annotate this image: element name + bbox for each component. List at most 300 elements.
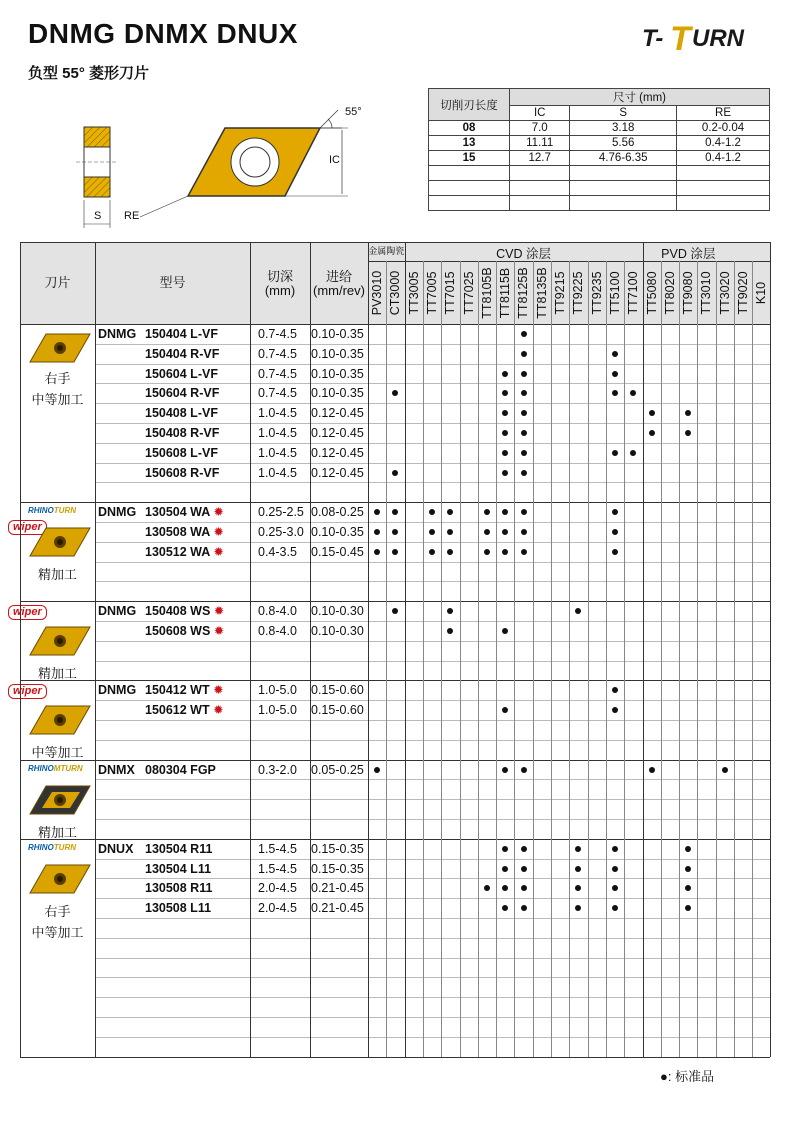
svg-text:T: T [670, 20, 691, 56]
grade-header-tt3010 [697, 261, 715, 324]
stock-dot [612, 707, 618, 713]
table-row [429, 121, 770, 136]
column-line [250, 242, 251, 1057]
model-prefix: DNUX [98, 841, 134, 856]
stock-dot [521, 767, 527, 773]
cell: 7.0 [510, 121, 570, 136]
table-row [429, 136, 770, 151]
grade-label: TT8135B [534, 266, 549, 319]
grade-label: TT9225 [571, 270, 586, 315]
stock-dot [612, 846, 618, 852]
stock-dot [630, 390, 636, 396]
grade-label: TT5100 [607, 270, 622, 315]
model-prefix: DNMX [98, 762, 135, 777]
empty-cell [429, 166, 510, 181]
row-line [95, 799, 770, 800]
depth-header: 切深 (mm) [264, 269, 296, 298]
wiper-tag: wiper [8, 684, 47, 699]
grade-header-tt7100 [624, 261, 642, 324]
feed-value: 0.15-0.60 [311, 683, 364, 698]
cell: 08 [429, 121, 510, 136]
stock-dot [484, 885, 490, 891]
insert-image [28, 861, 92, 897]
grade-column-line [514, 261, 515, 1057]
grade-column-line [624, 261, 625, 1057]
section-label: 右手 [44, 371, 71, 386]
dimensions-table [428, 88, 770, 211]
stock-dot [392, 608, 398, 614]
stock-dot [502, 509, 508, 515]
grade-label: TT7005 [424, 270, 439, 315]
grade-header-tt9215 [551, 261, 569, 324]
empty-cell [677, 196, 770, 211]
stock-dot [649, 767, 655, 773]
grade-column-line [441, 261, 442, 1057]
empty-cell [510, 166, 570, 181]
wiper-tag: wiper [8, 605, 47, 620]
row-line [95, 779, 770, 780]
model-code: 150408 L-VF [145, 406, 218, 421]
depth-value: 0.3-2.0 [258, 762, 297, 777]
stock-dot [502, 846, 508, 852]
cell: 11.11 [510, 136, 570, 151]
grade-label: TT9215 [553, 270, 567, 315]
stock-dot [447, 549, 453, 555]
grade-label: K10 [754, 281, 769, 304]
angle-label: 55° [345, 106, 362, 118]
stock-dot [575, 608, 581, 614]
feed-value: 0.10-0.35 [311, 525, 364, 539]
grade-header-tt8115b [496, 261, 514, 324]
stock-dot [612, 509, 618, 515]
brand-mark: RHINOTURN [28, 506, 76, 516]
row-line [95, 1017, 770, 1018]
stock-dot [429, 549, 435, 555]
grade-header-k10 [752, 261, 770, 324]
stock-dot [685, 866, 691, 872]
grade-label: TT7025 [461, 270, 476, 315]
depth-value: 0.8-4.0 [258, 624, 297, 638]
row-line [95, 720, 770, 721]
stock-dot [612, 905, 618, 911]
stock-dot [392, 509, 398, 515]
cell: 12.7 [510, 151, 570, 166]
stock-dot [630, 450, 636, 456]
s-label: S [94, 210, 102, 222]
section-label: 精加工 [37, 824, 77, 840]
stock-dot [502, 430, 508, 436]
model-prefix: DNMG [98, 683, 137, 698]
grade-label: TT9020 [736, 270, 750, 315]
feed-header: 进给 (mm/rev) [313, 269, 365, 298]
stock-dot [612, 371, 618, 377]
model-code: 130504 WA ✹ [145, 505, 224, 520]
depth-value: 1.0-5.0 [258, 683, 297, 698]
cell: 15 [429, 151, 510, 166]
feed-value: 0.10-0.35 [311, 386, 364, 401]
stock-dot [502, 549, 508, 555]
model-code: 130504 L11 [145, 861, 212, 876]
feed-value: 0.10-0.30 [311, 604, 364, 619]
grade-column-line [478, 261, 479, 1057]
stock-dot [392, 470, 398, 476]
empty-cell [429, 196, 510, 211]
stock-dot [521, 866, 527, 872]
stock-dot [392, 529, 398, 535]
stock-dot [575, 866, 581, 872]
stock-dot [521, 846, 527, 852]
model-code: 150408 R-VF [145, 426, 220, 440]
row-line [95, 958, 770, 959]
stock-dot [685, 905, 691, 911]
grade-label: TT3020 [717, 270, 732, 315]
section-label: 精加工 [37, 666, 77, 682]
depth-value: 1.0-5.0 [258, 703, 297, 718]
table-top [20, 242, 770, 243]
t-turn-logo [640, 16, 780, 56]
feed-value: 0.10-0.30 [311, 624, 364, 638]
model-header: 型号 [159, 275, 186, 290]
stock-dot [374, 549, 380, 555]
stock-dot [502, 371, 508, 377]
model-code: 150608 L-VF [145, 445, 218, 460]
model-prefix: DNMG [98, 327, 137, 341]
section-divider [20, 1057, 770, 1058]
grade-column-line [643, 242, 644, 1057]
grade-label: TT8115B [498, 267, 513, 318]
cell: 0.4-1.2 [677, 136, 770, 151]
grade-column-line [734, 261, 735, 1057]
table-right [770, 242, 771, 1057]
depth-value: 1.5-4.5 [258, 841, 297, 856]
stock-dot [502, 767, 508, 773]
grade-header-tt9020 [734, 261, 752, 324]
new-product-star-icon: ✹ [209, 505, 224, 520]
grade-header-tt8020 [661, 261, 679, 324]
grade-label: TT9080 [681, 270, 696, 315]
cell: 3.18 [570, 121, 677, 136]
insert-header: 刀片 [44, 275, 71, 290]
depth-value: 0.7-4.5 [258, 366, 297, 381]
grade-column-line [496, 261, 497, 1057]
stock-dot [521, 390, 527, 396]
grade-header-tt8125b [514, 261, 532, 324]
stock-dot [612, 450, 618, 456]
length-header: 切削刃长度 [429, 89, 510, 121]
stock-dot [502, 866, 508, 872]
depth-value: 2.0-4.5 [258, 901, 297, 916]
insert-image [28, 524, 92, 560]
stock-dot [502, 707, 508, 713]
model-code: 130512 WA ✹ [145, 544, 224, 559]
insert-image [28, 702, 92, 738]
grade-label: TT7100 [626, 270, 641, 315]
stock-dot [685, 885, 691, 891]
grade-column-line [661, 261, 662, 1057]
depth-value: 2.0-4.5 [258, 881, 297, 896]
row-line [95, 581, 770, 582]
model-code: 130504 R11 [145, 841, 213, 856]
group-pvd: PVD 涂层 [661, 247, 716, 261]
depth-value: 0.7-4.5 [258, 386, 297, 401]
row-line [95, 1037, 770, 1038]
grade-header-tt3005 [405, 261, 423, 324]
stock-dot [612, 885, 618, 891]
model-code: 150404 R-VF [145, 346, 220, 361]
feed-value: 0.12-0.45 [311, 426, 364, 440]
feed-value: 0.12-0.45 [311, 406, 364, 421]
grade-column-line [716, 261, 717, 1057]
stock-dot [502, 390, 508, 396]
feed-value: 0.15-0.60 [311, 703, 364, 718]
grade-column-line [588, 261, 589, 1057]
page-subtitle: 负型 55° 菱形刀片 [28, 65, 150, 82]
header-divider [20, 324, 770, 325]
stock-dot [612, 687, 618, 693]
grade-header-tt5100 [606, 261, 624, 324]
stock-dot [521, 371, 527, 377]
grade-column-line [551, 261, 552, 1057]
row-line [95, 482, 770, 483]
stock-dot [575, 846, 581, 852]
stock-dot [685, 410, 691, 416]
empty-cell [677, 166, 770, 181]
grade-label: TT8125B [516, 266, 531, 319]
brand-mark: RHINOTURN [28, 842, 76, 852]
insert-image [28, 623, 92, 659]
stock-dot [685, 430, 691, 436]
empty-cell [570, 196, 677, 211]
ic-label: IC [329, 154, 340, 166]
depth-value: 1.0-4.5 [258, 445, 297, 460]
grade-header-tt7015 [441, 261, 459, 324]
cell: 4.76-6.35 [570, 151, 677, 166]
grade-label: TT3005 [406, 270, 421, 315]
page-title: DNMG DNMX DNUX [28, 18, 298, 49]
feed-value: 0.10-0.35 [311, 346, 364, 361]
grade-label: TT8105B [479, 266, 494, 319]
grade-column-line [386, 261, 387, 1057]
stock-dot [521, 450, 527, 456]
column-line [310, 242, 311, 1057]
stock-dot [429, 529, 435, 535]
stock-dot [521, 331, 527, 337]
wiper-tag: wiper [8, 520, 47, 535]
insert-image [28, 330, 92, 366]
column-line [95, 242, 96, 1057]
group-cvd: CVD 涂层 [496, 247, 551, 261]
grade-header-tt7005 [423, 261, 441, 324]
row-line [95, 819, 770, 820]
model-code: 150412 WT ✹ [145, 683, 224, 698]
stock-dot [374, 529, 380, 535]
column-line [368, 242, 369, 1057]
stock-dot [392, 390, 398, 396]
model-code: 130508 L11 [145, 901, 212, 916]
feed-value: 0.05-0.25 [311, 762, 364, 777]
stock-dot [502, 470, 508, 476]
svg-text:T-: T- [642, 25, 664, 52]
depth-value: 1.0-4.5 [258, 426, 297, 440]
grade-label: TT8020 [662, 270, 677, 315]
grade-label: TT9235 [589, 270, 604, 315]
stock-dot [612, 529, 618, 535]
model-code: 130508 R11 [145, 881, 213, 896]
grade-column-line [423, 261, 424, 1057]
section-label: 中等加工 [31, 392, 84, 407]
stock-dot [484, 509, 490, 515]
new-product-star-icon: ✹ [210, 604, 225, 619]
stock-dot [521, 430, 527, 436]
stock-dot [649, 430, 655, 436]
stock-dot [685, 846, 691, 852]
section-label: 中等加工 [31, 924, 84, 940]
depth-value: 1.5-4.5 [258, 861, 297, 876]
row-line [95, 977, 770, 978]
cell: 5.56 [570, 136, 677, 151]
grade-column-line [606, 261, 607, 1057]
grade-column-line [679, 261, 680, 1057]
stock-dot [484, 549, 490, 555]
empty-cell [510, 181, 570, 196]
svg-text:URN: URN [692, 25, 744, 52]
grade-header-tt9225 [569, 261, 587, 324]
grade-header-tt9080 [679, 261, 697, 324]
model-code: 150608 WS ✹ [145, 624, 225, 638]
feed-value: 0.21-0.45 [311, 881, 364, 896]
model-code: 130508 WA ✹ [145, 525, 224, 539]
new-product-star-icon: ✹ [209, 544, 224, 559]
section-label: 中等加工 [31, 745, 84, 761]
new-product-star-icon: ✹ [210, 624, 225, 638]
empty-cell [570, 166, 677, 181]
feed-value: 0.08-0.25 [311, 505, 364, 520]
grade-label: PV3010 [370, 270, 384, 315]
stock-dot [484, 529, 490, 535]
insert-geometry-diagram [70, 100, 390, 240]
depth-value: 0.7-4.5 [258, 327, 297, 341]
feed-value: 0.21-0.45 [311, 901, 364, 916]
section-label: 右手 [44, 903, 71, 919]
row-line [95, 997, 770, 998]
group-cermet: 金属陶瓷 [368, 246, 405, 256]
grade-header-tt3020 [716, 261, 734, 324]
grade-header-ct3000 [386, 261, 404, 324]
new-product-star-icon: ✹ [209, 703, 224, 718]
feed-value: 0.15-0.35 [311, 861, 364, 876]
empty-cell [510, 196, 570, 211]
row-line [95, 918, 770, 919]
row-line [95, 740, 770, 741]
grade-label: CT3000 [388, 270, 403, 315]
grade-column-line [405, 242, 406, 1057]
stock-dot [612, 866, 618, 872]
insert-image [28, 782, 92, 818]
new-product-star-icon: ✹ [209, 683, 224, 698]
stock-dot [502, 905, 508, 911]
table-left [20, 242, 21, 1057]
depth-value: 0.7-4.5 [258, 346, 297, 361]
grade-column-line [460, 261, 461, 1057]
model-code: 150404 L-VF [145, 327, 218, 341]
stock-dot [374, 509, 380, 515]
grade-table [13, 242, 770, 1060]
grade-header-tt5080 [643, 261, 661, 324]
stock-dot [502, 628, 508, 634]
grade-column-line [533, 261, 534, 1057]
stock-dot [575, 885, 581, 891]
depth-value: 1.0-4.5 [258, 465, 297, 480]
feed-value: 0.10-0.35 [311, 327, 364, 341]
ic-col-header: IC [510, 106, 570, 121]
stock-dot [502, 450, 508, 456]
stock-dot [374, 767, 380, 773]
grade-column-line [752, 261, 753, 1057]
grade-label: TT5080 [644, 270, 659, 315]
model-prefix: DNMG [98, 505, 137, 520]
stock-dot [502, 410, 508, 416]
empty-cell [570, 181, 677, 196]
stock-dot [521, 885, 527, 891]
stock-dot [447, 628, 453, 634]
grade-header-tt8135b [533, 261, 551, 324]
grade-label: TT7015 [443, 270, 458, 315]
model-prefix: DNMG [98, 604, 137, 619]
stock-dot [392, 549, 398, 555]
stock-dot [521, 351, 527, 357]
grade-header-tt9235 [588, 261, 606, 324]
depth-value: 1.0-4.5 [258, 406, 297, 421]
model-code: 150612 WT ✹ [145, 703, 224, 718]
cell: 13 [429, 136, 510, 151]
grade-header-pv3010 [368, 261, 386, 324]
table-row [429, 151, 770, 166]
re-col-header: RE [677, 106, 770, 121]
stock-dot [502, 529, 508, 535]
stock-dot [502, 885, 508, 891]
legend: ●: 标准品 [660, 1069, 715, 1084]
feed-value: 0.12-0.45 [311, 465, 364, 480]
stock-dot [722, 767, 728, 773]
feed-value: 0.12-0.45 [311, 445, 364, 460]
grade-header-tt8105b [478, 261, 496, 324]
grade-column-line [697, 261, 698, 1057]
model-code: 150604 R-VF [145, 386, 220, 401]
depth-value: 0.25-2.5 [258, 505, 304, 520]
depth-value: 0.8-4.0 [258, 604, 297, 619]
cell: 0.4-1.2 [677, 151, 770, 166]
grade-header-tt7025 [460, 261, 478, 324]
model-code: 150408 WS ✹ [145, 604, 225, 619]
section-label: 精加工 [37, 567, 77, 583]
empty-cell [677, 181, 770, 196]
stock-dot [649, 410, 655, 416]
new-product-star-icon: ✹ [209, 525, 224, 539]
size-header: 尺寸 (mm) [510, 89, 770, 106]
grade-label: TT3010 [699, 270, 714, 315]
model-code: 150608 R-VF [145, 465, 220, 480]
feed-value: 0.15-0.45 [311, 544, 364, 559]
stock-dot [521, 529, 527, 535]
feed-value: 0.10-0.35 [311, 366, 364, 381]
row-line [95, 661, 770, 662]
s-col-header: S [570, 106, 677, 121]
stock-dot [521, 410, 527, 416]
depth-value: 0.25-3.0 [258, 525, 304, 539]
brand-mark: RHINOMTURN [28, 763, 83, 773]
row-line [95, 938, 770, 939]
stock-dot [575, 905, 581, 911]
